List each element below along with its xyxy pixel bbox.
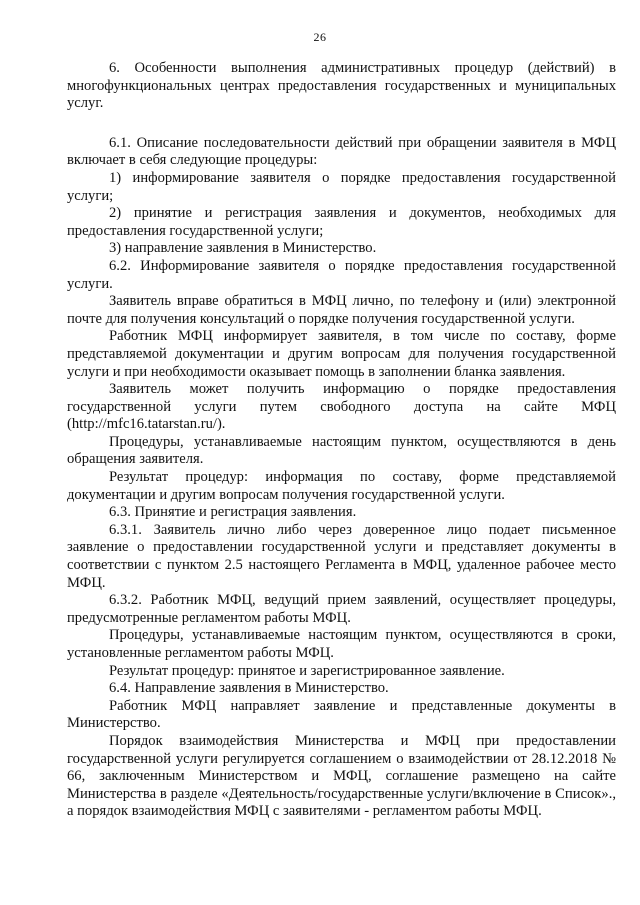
paragraph: 3) направление заявления в Министерство. (109, 240, 377, 257)
paragraph: 6.1. Описание последовательности действий при обращении заявителя в МФЦ включает в себя следующие процедуры: (67, 134, 616, 169)
page-number: 26 (313, 30, 327, 44)
paragraph: 6.3.1. Заявитель лично либо через доверенное лицо подает письменное заявление о предоставлении государственной услуги и представляет документы в соответствии с пунктом 2.5 настоящего Регламента в МФЦ, удаленное рабочее место МФЦ. (67, 521, 616, 591)
section-gap (67, 113, 616, 135)
paragraph: Работник МФЦ информирует заявителя, в том числе по составу, форме представляемой документации и другим вопросам для получения государственной услуги и при необходимости оказывает помощь в заполнении бланка заявления. (67, 328, 616, 380)
paragraph: 6.3.2. Работник МФЦ, ведущий прием заявлений, осуществляет процедуры, предусмотренные регламентом работы МФЦ. (67, 592, 616, 626)
paragraph: 6.2. Информирование заявителя о порядке предоставления государственной услуги. (67, 257, 616, 292)
paragraph: Результат процедур: информация по составу, форме представляемой документации и другим вопросам получения государственной услуги. (67, 469, 616, 503)
paragraph: Заявитель может получить информацию о порядке предоставления государственной услуги путем свободного доступа на сайте МФЦ (http://mfc16.tatarstan.ru/). (67, 381, 616, 433)
paragraph: Работник МФЦ направляет заявление и представленные документы в Министерство. (67, 697, 616, 732)
section-heading: 6. Особенности выполнения административных процедур (действий) в многофункциональных центрах предоставления государственных и муниципальных услуг. (67, 60, 616, 112)
paragraph: Заявитель вправе обратиться в МФЦ лично, по телефону и (или) электронной почте для получения консультаций о порядке получения государственной услуги. (67, 293, 616, 327)
paragraph: 2) принятие и регистрация заявления и документов, необходимых для предоставления государственной услуги; (67, 205, 616, 239)
paragraph: 6.3. Принятие и регистрация заявления. (109, 504, 357, 521)
paragraph: Процедуры, устанавливаемые настоящим пунктом, осуществляются в сроки, установленные регламентом работы МФЦ. (67, 627, 616, 661)
paragraph: Процедуры, устанавливаемые настоящим пунктом, осуществляются в день обращения заявителя. (67, 433, 616, 468)
paragraph: 6.4. Направление заявления в Министерство. (109, 680, 389, 697)
paragraph: Порядок взаимодействия Министерства и МФЦ при предоставлении государственной услуги регулируется соглашением о взаимодействии от 28.12.2018 № 66, заключенным Министерством и МФЦ, соглашение размещено на сайте Министерства в разделе «Деятельность/государственные услуги/включение в Список»., а порядок взаимодействия МФЦ с заявителями - регламентом работы МФЦ. (67, 732, 616, 820)
document-body (67, 60, 616, 821)
paragraph: Результат процедур: принятое и зарегистрированное заявление. (109, 662, 505, 679)
paragraph: 1) информирование заявителя о порядке предоставления государственной услуги; (67, 169, 616, 204)
